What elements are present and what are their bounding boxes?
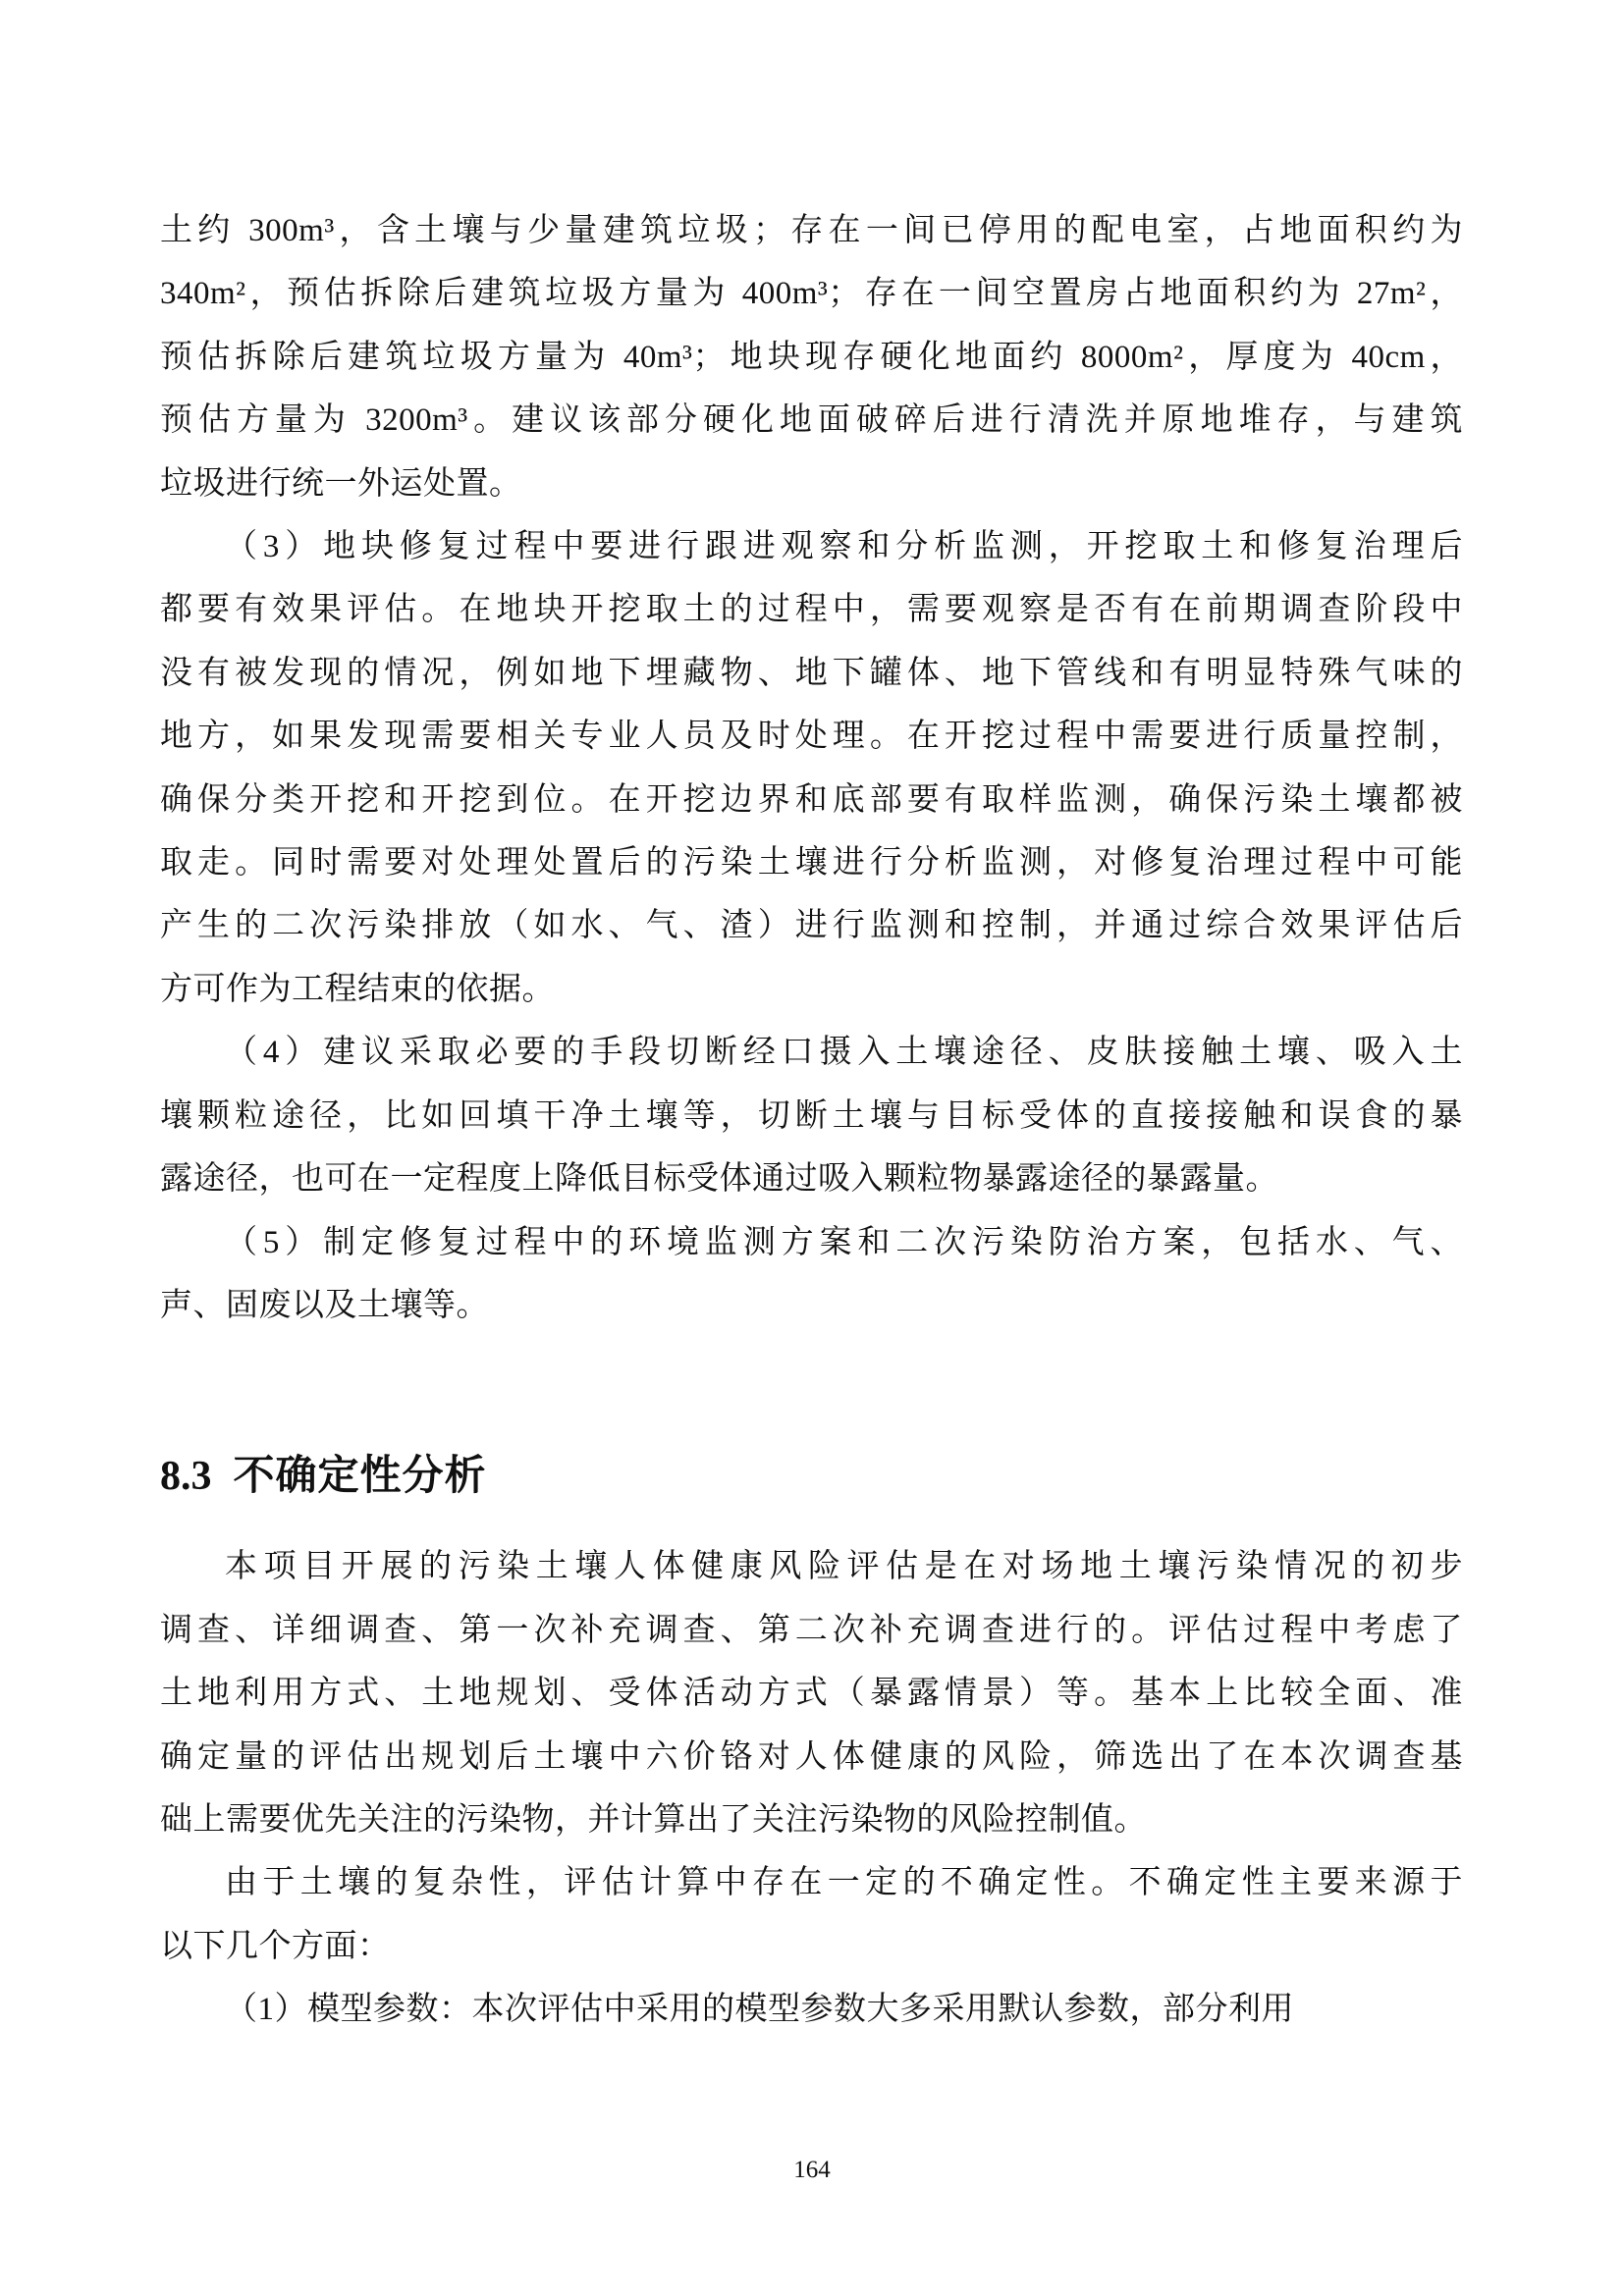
paragraph (160, 1211, 1463, 1338)
text-line: 都要有效果评估。在地块开挖取土的过程中，需要观察是否有在前期调查阶段中 (160, 592, 1463, 628)
text-line: 预估拆除后建筑垃圾方量为 40m³；地块现存硬化地面约 8000m²，厚度为 40cm， (160, 339, 1463, 375)
text-line: 确保分类开挖和开挖到位。在开挖边界和底部要有取样监测，确保污染土壤都被 (160, 781, 1463, 818)
text-line: （5）制定修复过程中的环境监测方案和二次污染防治方案，包括水、气、 (225, 1224, 1463, 1260)
text-line: 以下几个方面： (160, 1928, 391, 1964)
text-line: 产生的二次污染排放（如水、气、渣）进行监测和控制，并通过综合效果评估后 (160, 908, 1463, 944)
paragraph (160, 1021, 1463, 1210)
paragraph (160, 1978, 1463, 2041)
text-line: 础上需要优先关注的污染物，并计算出了关注污染物的风险控制值。 (160, 1801, 1147, 1838)
text-line: 垃圾进行统一外运处置。 (160, 465, 522, 502)
page-number: 164 (793, 2157, 831, 2183)
text-line: 土地利用方式、土地规划、受体活动方式（暴露情景）等。基本上比较全面、准 (160, 1676, 1463, 1712)
paragraph (160, 1535, 1463, 1851)
section-number: 8.3 (160, 1454, 212, 1500)
text-line: 地方，如果发现需要相关专业人员及时处理。在开挖过程中需要进行质量控制， (160, 719, 1463, 755)
paragraph (160, 1851, 1463, 1978)
text-line: 预估方量为 3200m³。建议该部分硬化地面破碎后进行清洗并原地堆存，与建筑 (160, 402, 1463, 439)
text-line: 声、固废以及土壤等。 (160, 1287, 489, 1323)
text-line: 壤颗粒途径，比如回填干净土壤等，切断土壤与目标受体的直接接触和误食的暴 (160, 1097, 1463, 1134)
text-line: 确定量的评估出规划后土壤中六价铬对人体健康的风险，筛选出了在本次调查基 (160, 1738, 1463, 1775)
text-line: （1）模型参数：本次评估中采用的模型参数大多采用默认参数，部分利用 (225, 1992, 1294, 2028)
text-line: （4）建议采取必要的手段切断经口摄入土壤途径、皮肤接触土壤、吸入土 (225, 1035, 1463, 1071)
section-heading (160, 1447, 1463, 1506)
body-text (160, 199, 1463, 2042)
paragraph (160, 199, 1463, 515)
text-line: 没有被发现的情况，例如地下埋藏物、地下罐体、地下管线和有明显特殊气味的 (160, 655, 1463, 691)
text-line: 方可作为工程结束的依据。 (160, 971, 555, 1007)
text-line: 340m²，预估拆除后建筑垃圾方量为 400m³；存在一间空置房占地面积约为 27m²， (160, 276, 1463, 312)
text-line: 由于土壤的复杂性，评估计算中存在一定的不确定性。不确定性主要来源于 (225, 1865, 1463, 1901)
text-line: 土约 300m³，含土壤与少量建筑垃圾；存在一间已停用的配电室，占地面积约为 (160, 213, 1463, 248)
text-line: 取走。同时需要对处理处置后的污染土壤进行分析监测，对修复治理过程中可能 (160, 845, 1463, 881)
paragraph (160, 515, 1463, 1021)
text-line: 露途径，也可在一定程度上降低目标受体通过吸入颗粒物暴露途径的暴露量。 (160, 1161, 1278, 1198)
section-title: 不确定性分析 (233, 1454, 487, 1500)
text-line: 本项目开展的污染土壤人体健康风险评估是在对场地土壤污染情况的初步 (225, 1549, 1463, 1585)
text-line: （3）地块修复过程中要进行跟进观察和分析监测，开挖取土和修复治理后 (225, 529, 1463, 565)
text-line: 调查、详细调查、第一次补充调查、第二次补充调查进行的。评估过程中考虑了 (160, 1612, 1463, 1648)
